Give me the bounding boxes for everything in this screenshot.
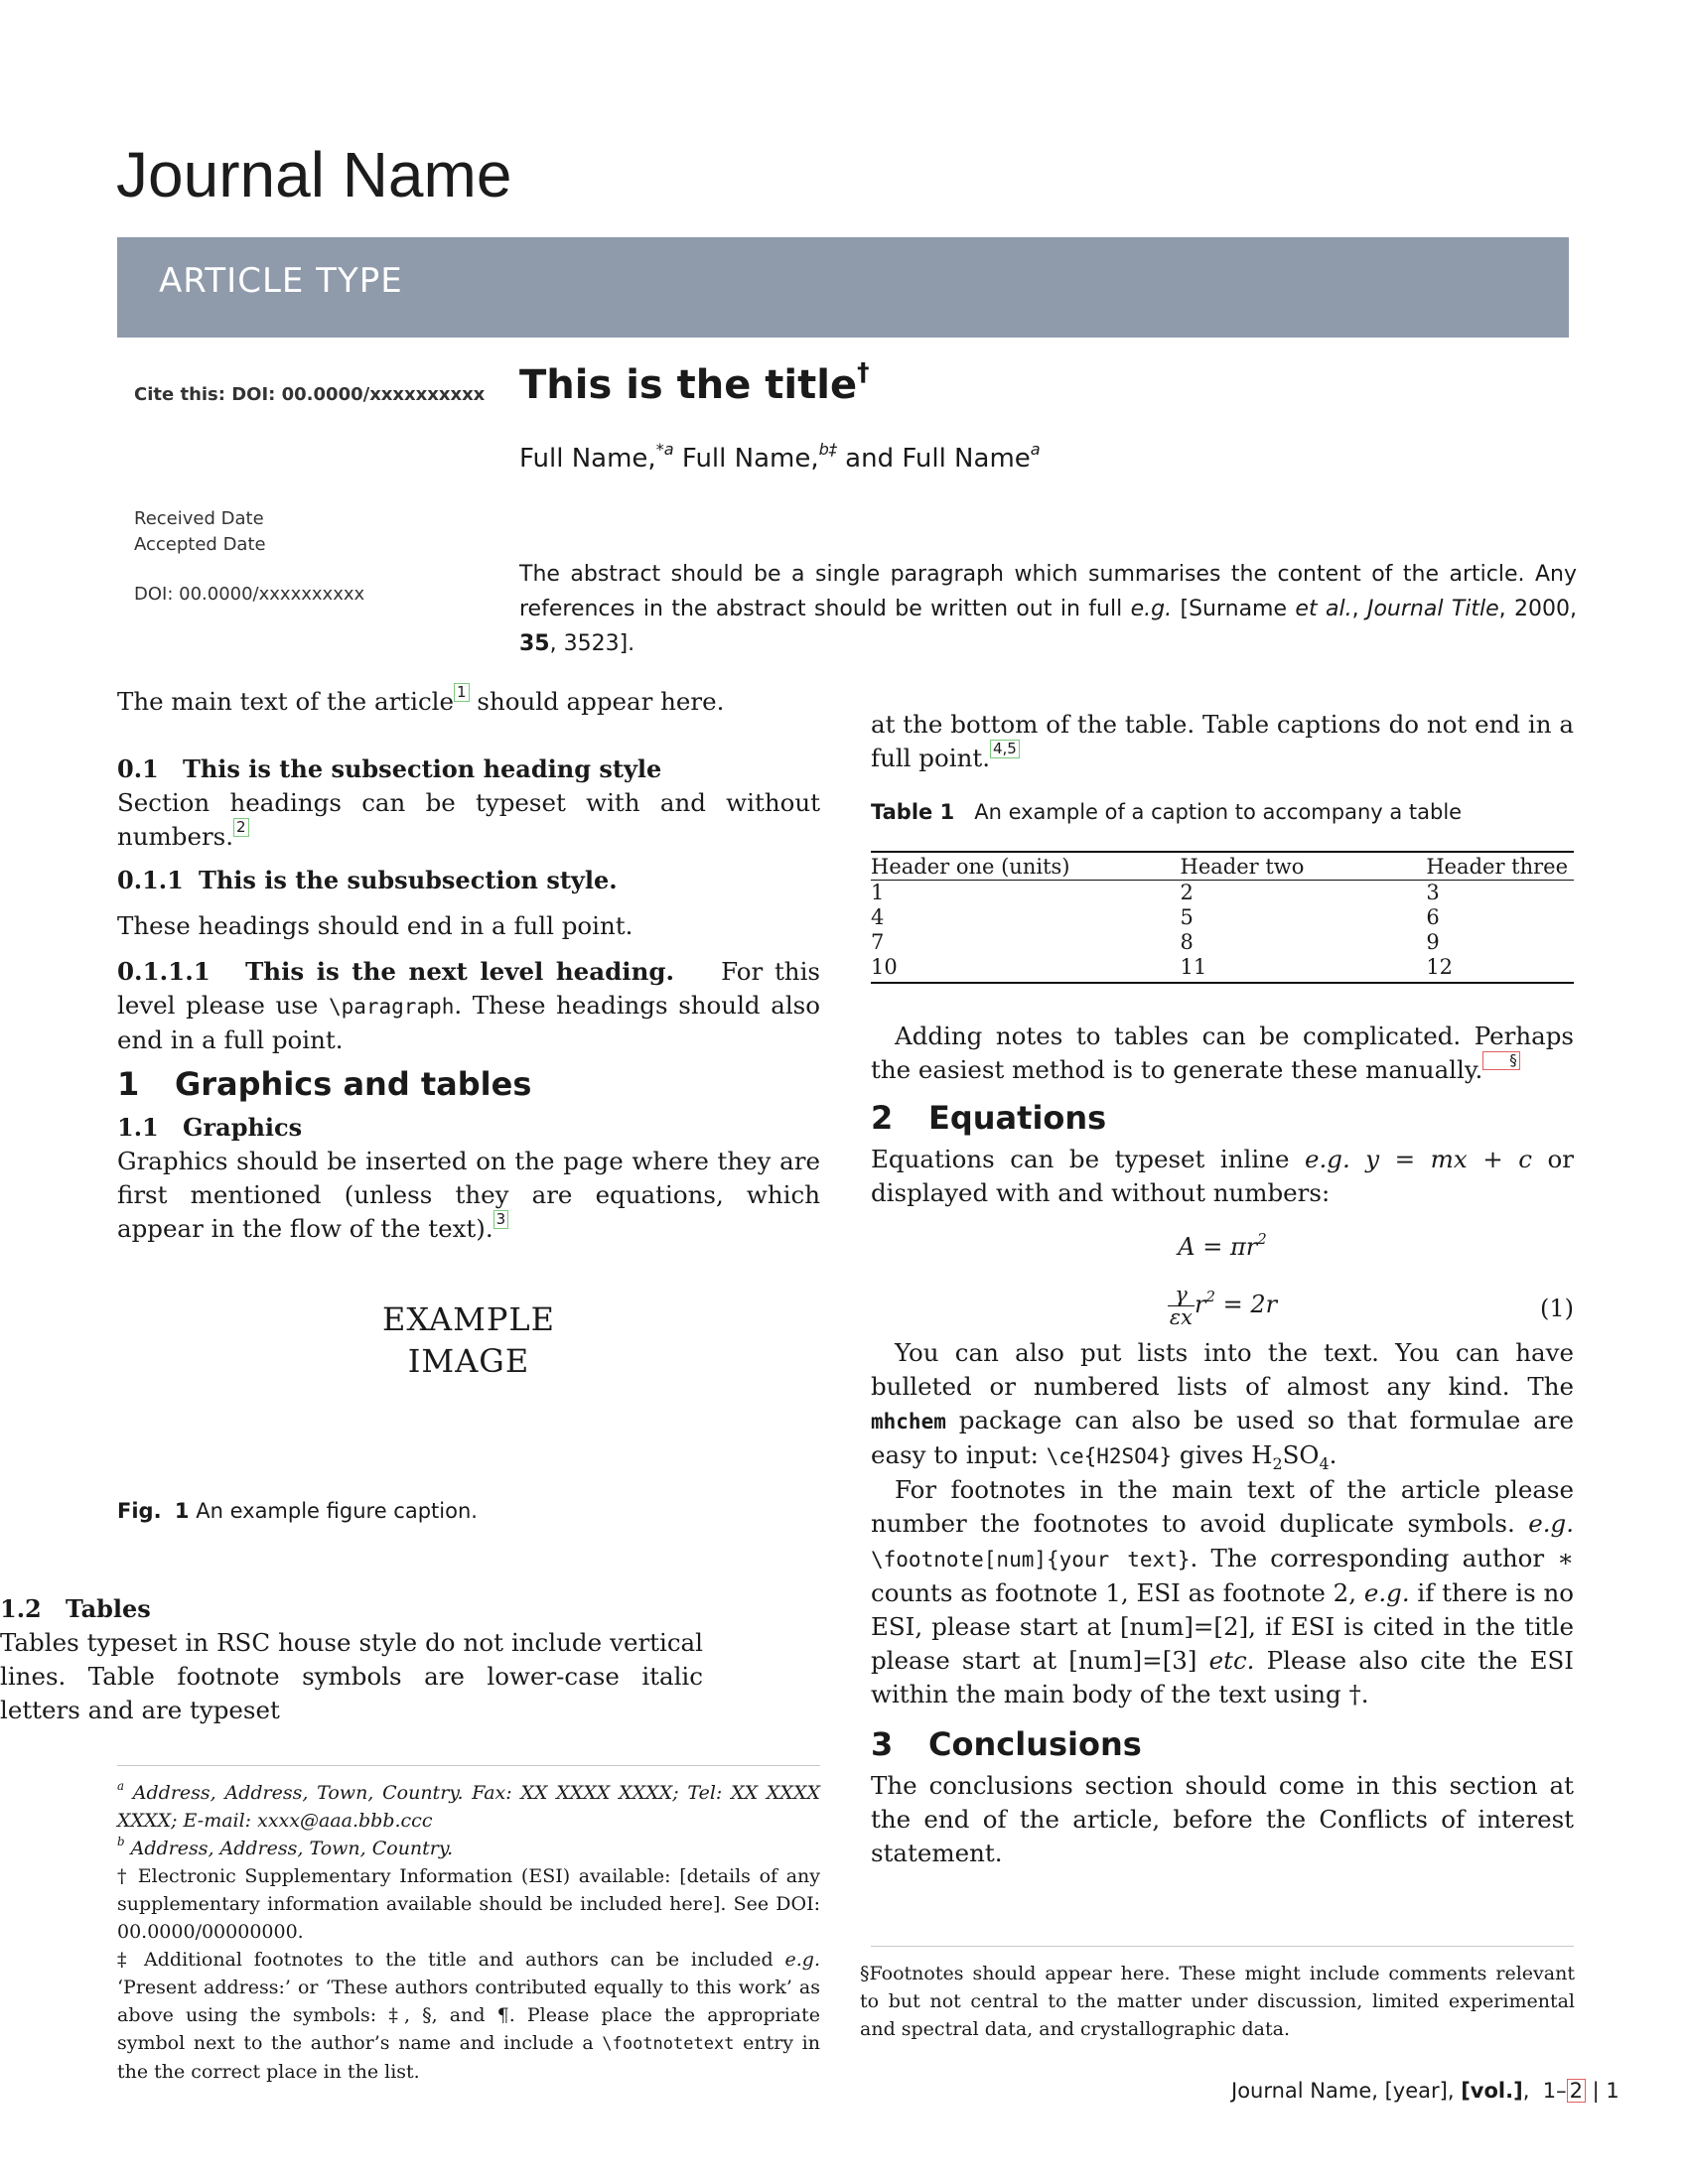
table-cell: 6 [1426,905,1440,929]
text: SO [1282,1440,1320,1469]
footnote-link[interactable]: § [1482,1051,1520,1070]
code: \paragraph [328,995,455,1019]
heading-title: Equations [928,1099,1107,1137]
text: at the bottom of the table. Table captions do not end in a full point. [871,710,1574,772]
citation-link[interactable]: 1 [454,683,470,702]
text-eg: e.g. [1363,1578,1410,1607]
heading-number: 1.2 [0,1594,42,1623]
footnote-mark: a [117,1778,125,1793]
section-heading [117,1067,820,1101]
text-eg: e.g. [1304,1145,1350,1173]
code: \ce{H2SO4} [1046,1444,1173,1468]
footnote-text: Address, Address, Town, Country. [130,1838,454,1859]
table-row [871,930,1574,955]
citation-link[interactable]: 4,5 [990,740,1020,758]
title-dagger: † [857,356,870,386]
heading-title: Tables [66,1594,151,1623]
footer-sep: , [1522,2079,1530,2103]
footnote [117,1835,820,1862]
subsubsection-heading [117,864,820,897]
abstract-year: , 2000, [1498,597,1578,621]
text: . [1329,1440,1337,1469]
paragraph [871,1473,1574,1711]
text-eg: e.g. [1528,1509,1574,1538]
paragraph: These headings should end in a full point. [117,911,633,940]
paragraph-heading-text [117,955,820,1057]
text: if there is no ESI, please start at [num]=[2], if ESI is cited in the title please start at [num]=[3] [871,1578,1574,1675]
footnote [117,1946,820,2086]
table-row [871,955,1574,983]
citation-link[interactable]: 2 [233,818,249,837]
heading-number: 2 [871,1099,894,1137]
article-type-banner [117,237,1569,338]
text: Section headings can be typeset with and without numbers. [117,788,820,851]
code: \footnote[num]{your text} [871,1548,1191,1571]
text: Adding notes to tables can be complicated. Perhaps the easiest method is to generate these manually. [871,1022,1574,1084]
table-header: Header two [1181,852,1427,881]
caption-text: An example figure caption. [196,1499,478,1523]
footer-page-number: | 1 [1586,2079,1619,2103]
author-name: and Full Name [845,444,1031,474]
heading-title: Graphics and tables [175,1065,532,1103]
text: package can also be used so that formulae are easy to input: [871,1406,1574,1469]
text-etc: etc. [1208,1646,1255,1675]
figure-caption [117,1499,478,1523]
footer-pages: 1– [1542,2079,1567,2103]
text: For this level please use [117,957,820,1020]
heading-number: 3 [871,1725,894,1763]
placeholder-text: IMAGE [407,1342,530,1380]
heading-number: 1 [117,1065,140,1103]
table-label: Table 1 [871,800,955,824]
equation-text: A = πr [1178,1233,1258,1261]
code: \footnotetext [602,2034,735,2054]
paragraph [117,1145,820,1246]
heading-title: Conclusions [928,1725,1142,1763]
heading-number: 0.1.1.1 [117,957,211,986]
table-header: Header one (units) [871,852,1181,881]
author-affiliation: *a [655,439,674,459]
table-cell: 3 [1426,881,1440,904]
numerator: γ [1168,1284,1195,1306]
footer-journal: Journal Name, [year], [1231,2079,1462,2103]
abstract-volume: 35 [519,631,550,656]
abstract-sep: , [1351,597,1367,621]
abstract-eg: e.g. [1130,597,1173,621]
author-name: Full Name, [519,444,656,474]
author-name: Full Name, [681,444,819,474]
last-page-link[interactable]: 2 [1567,2079,1586,2103]
citation-link[interactable]: 3 [493,1210,509,1229]
paragraph [871,1143,1574,1210]
figure-placeholder [117,1298,820,1382]
fig-label: Fig. [117,1499,162,1523]
intro-paragraph [117,685,820,719]
abstract-journal: Journal Title [1366,597,1499,621]
heading-title: Graphics [183,1113,303,1142]
left-column-tables [0,1592,703,1727]
fraction [1168,1284,1195,1328]
code: mhchem [871,1410,946,1433]
abstract-etal: et al. [1295,597,1352,621]
placeholder-text: EXAMPLE [381,1300,555,1338]
text: . The corresponding author ∗ counts as footnote 1, ESI as footnote 2, [871,1544,1574,1607]
table-cell: 11 [1181,955,1427,983]
data-table [871,851,1574,984]
cite-this: Cite this: DOI: 00.0000/xxxxxxxxxx [134,384,486,405]
paragraph [871,708,1574,775]
author-affiliation: a [1030,439,1041,459]
author-list [519,439,1041,474]
table-cell: 4 [871,905,885,929]
fig-number: 1 [174,1499,190,1523]
paragraph: The conclusions section should come in this section at the end of the article, before the Conflicts of interest statement. [871,1771,1574,1867]
caption-text: An example of a caption to accompany a table [974,800,1463,824]
table-cell: 5 [1180,905,1194,929]
abstract-ref: [Surname [1172,597,1296,621]
text: or displayed with and without numbers: [871,1145,1574,1207]
footnote-mark: b [117,1834,125,1848]
title-text: This is the title [519,362,858,408]
paragraph [871,1336,1574,1473]
abstract-text: The abstract should be a single paragraph which summarises the content of the article. Any references in the abstract should be written out in full [519,562,1577,621]
inline-equation: y = mx + c [1365,1145,1533,1173]
section-heading [871,1727,1574,1761]
heading-number: 0.1.1 [117,866,184,894]
table-header: Header three [1426,852,1574,881]
table-cell: 7 [871,930,885,954]
text: Equations can be typeset inline [871,1145,1305,1173]
doi: DOI: 00.0000/xxxxxxxxxx [134,584,365,605]
subsection-heading [117,752,820,786]
footnote: §Footnotes should appear here. These might include comments relevant to but not central to the matter under discussion, limited experimental and spectral data, and crystallographic data. [860,1963,1575,2040]
table-cell: 12 [1426,955,1574,983]
received-date: Received Date [134,508,264,529]
left-column [117,685,820,1246]
heading-number: 0.1 [117,754,159,783]
table-cell: 8 [1180,930,1194,954]
footnote-eg: e.g. [784,1949,820,1971]
paragraph [871,1020,1574,1087]
heading-title: This is the subsection heading style [183,754,662,783]
subsection-heading [117,1111,820,1145]
table-cell: 9 [1426,930,1440,954]
article-type: ARTICLE TYPE [159,261,403,301]
footnote: † Electronic Supplementary Information (ESI) available: [details of any supplementary information available should be included here]. See DOI: 00.0000/00000000. [117,1865,820,1943]
affiliation-footnotes [117,1779,820,2086]
text: Graphics should be inserted on the page where they are first mentioned (unless they are equations, which appear in the flow of the text). [117,1147,820,1243]
footnote-text: ‘Present address:’ or ‘These authors contributed equally to this work’ as above using the symbols: ‡, §, and ¶. Please place the appropriate symbol next to the author’s name and include a [117,1977,820,2054]
section-heading [871,1101,1574,1135]
denominator: εx [1169,1305,1194,1329]
footer-volume: [vol.] [1461,2079,1523,2103]
text: You can also put lists into the text. You can have bulleted or numbered lists of almost any kind. The [871,1338,1574,1401]
table-cell: 10 [871,955,1181,983]
equation-sup: 2 [1257,1229,1267,1248]
heading-title: This is the subsubsection style. [199,866,618,894]
abstract [519,557,1577,661]
footnote-text: ‡ Additional footnotes to the title and authors can be included [117,1949,785,1971]
equation-sup: 2 [1205,1287,1215,1305]
text: should appear here. [469,687,725,716]
equation-text: r [1195,1291,1206,1318]
table-header-row [871,852,1574,881]
heading-title: This is the next level heading. [245,957,675,986]
equation-number: (1) [1540,1295,1574,1322]
equation-text: = 2r [1214,1291,1278,1318]
text: The main text of the article [117,687,455,716]
journal-name: Journal Name [116,139,512,210]
footnote-rule [117,1765,820,1766]
subscript: 2 [1272,1453,1283,1473]
page-footer [1231,2079,1619,2103]
footnote-text: Address, Address, Town, Country. Fax: XX XXXX XXXX; Tel: XX XXXX XXXX; E-mail: xxxx@aaa.bbb.ccc [117,1782,820,1832]
numbered-equation [871,1284,1574,1328]
author-affiliation: b‡ [818,439,837,459]
text: . These headings should also end in a full point. [117,991,820,1054]
footnote-rule [871,1946,1574,1947]
table-row [871,905,1574,930]
text-footnote [860,1960,1575,2043]
table-row [871,881,1574,906]
right-column [871,708,1574,1870]
footnote [117,1779,820,1835]
table-caption [871,795,1574,829]
paper-title [519,356,870,408]
paragraph [117,786,820,854]
text: Please also cite the ESI within the main body of the text using †. [871,1646,1574,1708]
table-cell: 1 [871,881,885,904]
abstract-pages: , 3523]. [549,631,635,656]
subsection-heading [0,1592,703,1626]
subscript: 4 [1319,1453,1330,1473]
table-cell: 2 [1180,881,1194,904]
footnote-text: entry in the the correct place in the list. [117,2032,820,2083]
display-equation [871,1230,1574,1264]
text: For footnotes in the main text of the article please number the footnotes to avoid duplicate symbols. [871,1475,1574,1538]
accepted-date: Accepted Date [134,534,266,555]
text: gives H [1172,1440,1273,1469]
paragraph: Tables typeset in RSC house style do not include vertical lines. Table footnote symbols are lower-case italic letters and are typeset [0,1628,703,1724]
heading-number: 1.1 [117,1113,159,1142]
